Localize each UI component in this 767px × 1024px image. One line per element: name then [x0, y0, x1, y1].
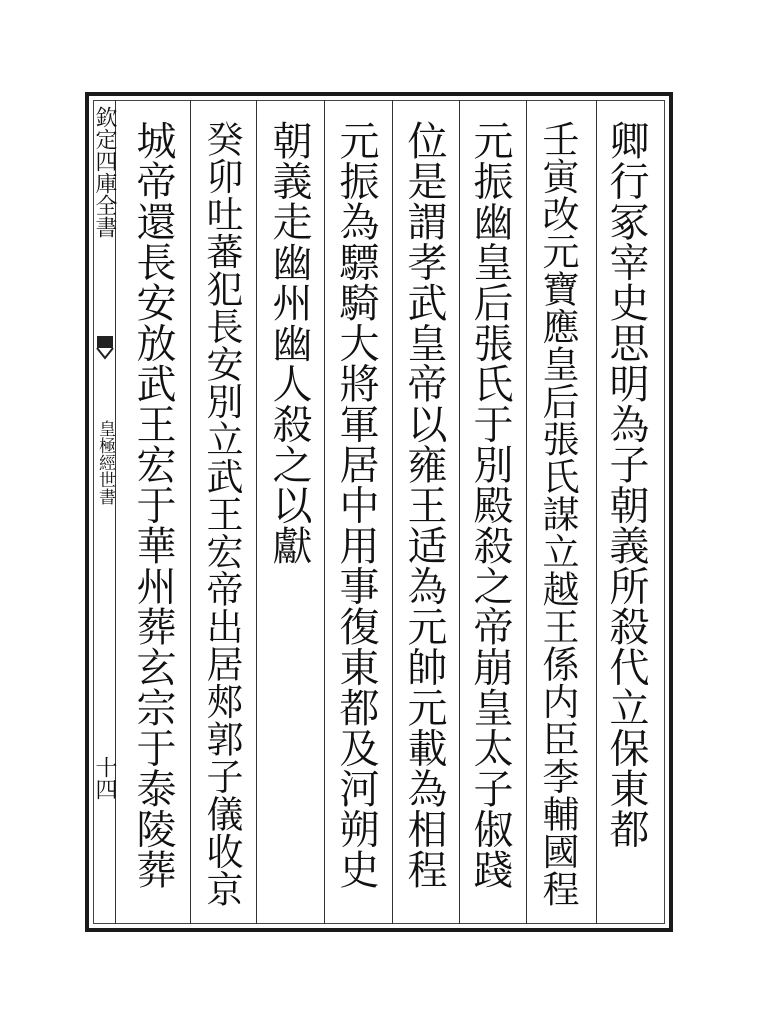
- text-column-3: 元振幽皇后張氏于別殿殺之帝崩皇太子俶踐: [467, 120, 513, 890]
- column-rule: [526, 100, 527, 924]
- text-column-4: 位是謂孝武皇帝以雍王适為元帥元載為相程: [401, 120, 447, 890]
- text-column-2: 壬寅改元寶應皇后張氏謀立越王係内臣李輔國程: [536, 120, 579, 908]
- column-rule: [256, 100, 257, 924]
- column-rule: [190, 100, 191, 924]
- text-column-8: 城帝還長安放武王宏于華州葬玄宗于泰陵葬: [130, 120, 176, 890]
- text-column-6: 朝義走幽州幽人殺之以獻: [266, 120, 312, 566]
- margin-strip: [93, 100, 115, 924]
- inner-border: [93, 100, 665, 924]
- text-column-5: 元振為驃騎大將軍居中用事復東都及河朔史: [333, 120, 379, 890]
- column-rule: [392, 100, 393, 924]
- book-title: 皇極經世書: [95, 420, 115, 505]
- text-column-7: 癸卯吐蕃犯長安別立武王宏帝出居郟郭子儀收京: [200, 120, 243, 908]
- page-number: 十四: [92, 756, 117, 800]
- collection-title: 欽定四庫全書: [92, 106, 117, 238]
- fish-tail-mark-icon: [95, 336, 115, 366]
- column-rule: [324, 100, 325, 924]
- text-column-1: 卿行冢宰史思明為子朝義所殺代立保東都: [603, 120, 649, 849]
- column-rule: [459, 100, 460, 924]
- column-rule: [596, 100, 597, 924]
